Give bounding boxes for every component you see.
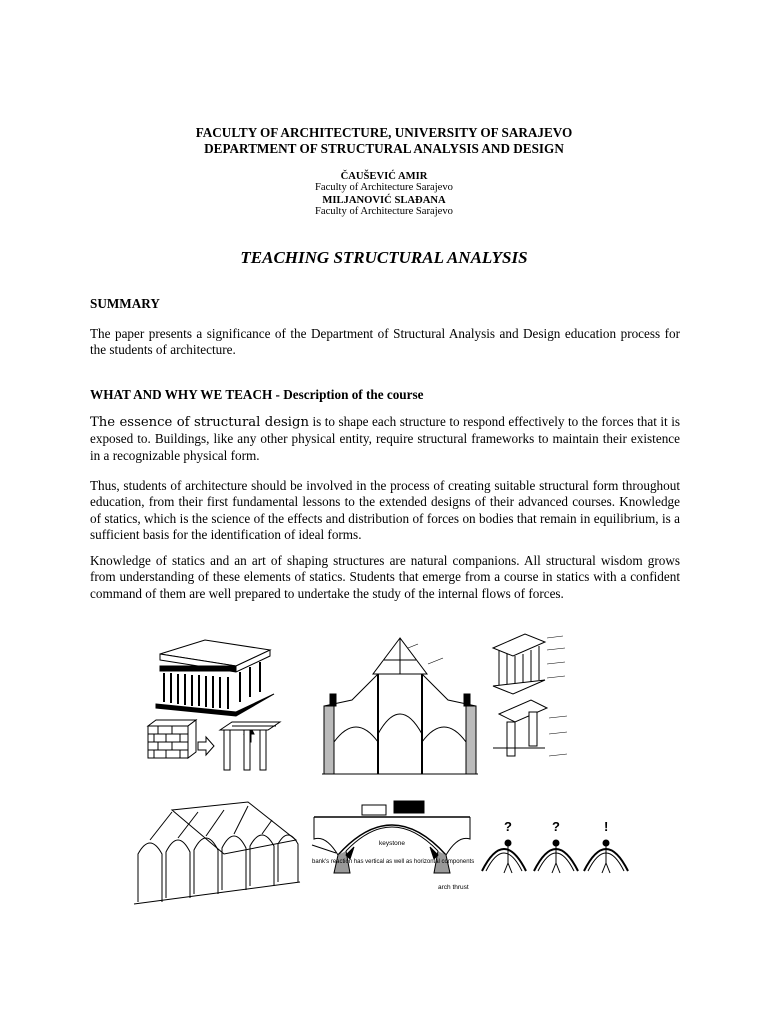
body-paragraph: Thus, students of architecture should be involved in the process of creating suitable structural form throughout education, from their first fundamental lessons to the extended designs of their advanced courses. Knowledge of statics, which is the science of the effects and distribution of forces on bodies that remain in equilibrium, is a sufficient basis for the identification of ideal forms. [90,478,680,543]
institution-heading: FACULTY OF ARCHITECTURE, UNIVERSITY OF SARAJEVO [195,125,573,140]
arch-experiment-illustration [478,815,633,890]
arch-bridge-illustration [310,795,475,905]
structural-details-illustration [485,628,605,770]
author-affiliation: Faculty of Architecture Sarajevo [315,182,453,193]
author-name: MILJANOVIĆ SLAĐANA [322,195,446,206]
body-paragraph: Knowledge of statics and an art of shaping structures are natural companions. All structural wisdom grows from understanding of these elements of statics. Students that emerge from a course in statics with a confident command of them are well prepared to undertake the study of the internal flows of forces. [90,553,680,601]
exclamation-mark-label: ! [604,819,609,834]
paper-title: TEACHING STRUCTURAL ANALYSIS [240,248,528,267]
bank-reaction-text: bank's reaction has vertical as well as horizontal components [312,859,475,865]
bank-reaction-label [312,859,474,865]
question-mark-label: ? [552,819,560,834]
summary-paragraph: The paper presents a significance of the Department of Structural Analysis and Design education process for the students of architecture. [90,326,680,358]
paragraph-lead: The essence of structural design [90,415,309,430]
question-mark-label: ? [504,819,512,834]
author-name: ČAUŠEVIĆ AMIR [340,171,428,182]
summary-heading: SUMMARY [90,296,160,311]
section-heading: WHAT AND WHY WE TEACH - Description of the course [90,387,424,402]
paragraph-text: is to shape each structure to respond effectively to the forces that it is exposed to. Buildings, like any other physical entity, require structural frameworks to maintain their existence in a recognizable physical form. [90,414,680,463]
author-affiliation: Faculty of Architecture Sarajevo [315,206,453,217]
body-paragraph [90,414,680,464]
gothic-cathedral-illustration [132,798,302,910]
department-heading: DEPARTMENT OF STRUCTURAL ANALYSIS AND DESIGN [204,141,564,156]
arch-thrust-label: arch thrust [438,884,469,891]
temple-illustration [140,636,305,781]
cathedral-section-illustration [318,634,483,782]
keystone-label: keystone [378,840,406,847]
